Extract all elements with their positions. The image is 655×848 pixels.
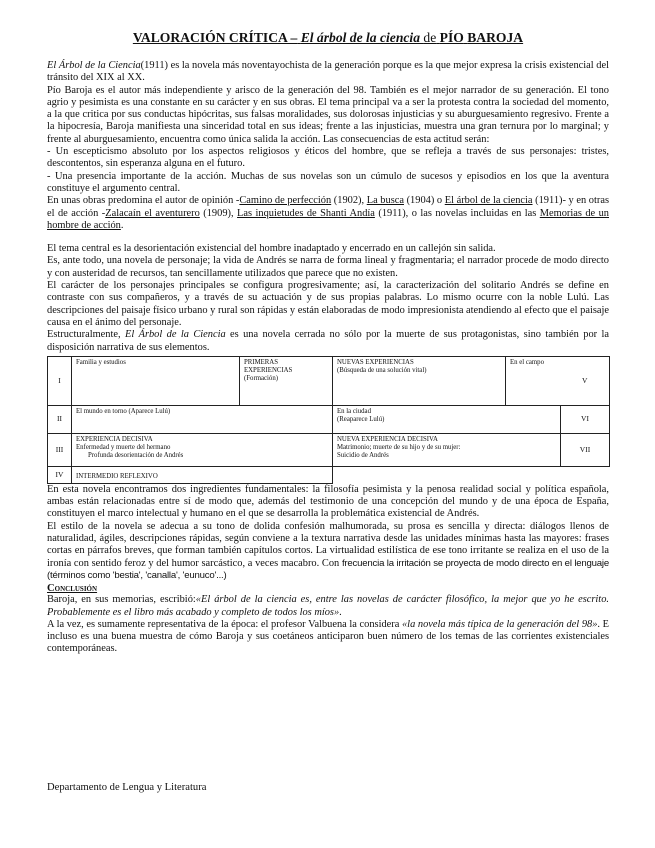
table-cell: El mundo en torno (Aparece Lulú) [72, 405, 333, 433]
title-author-last: BAROJA [467, 30, 524, 45]
table-cell: En el campo [506, 356, 561, 405]
document-page [47, 30, 609, 656]
closing-paragraph-2: El estilo de la novela se adecua a su tono de dolida confesión malhumorada, su prosa es sencilla y directa: diálogos llenos de naturalidad, ágiles, descripciones rápidas, según conviene a la textura narrativa desde las unidades mínimas hasta las mayores: frases cortas en párrafos breves, que forman también capítulos cortos. La virtualidad estilística de ese tono irritante se realiza en el uso de la ironía con sentido feroz y del humor sarcástico, a veces macabro. Con frecuencia la irritación se proyecta de modo directo en el lenguaje (términos como 'bestia', 'canalla', 'eunuco'...) [47, 520, 609, 581]
consequence-bullet-2: - Una presencia importante de la acción. Muchas de sus novelas son un cúmulo de sucesos y episodios en los que la aventura constituye el argumento central. [47, 170, 609, 194]
part-number: I [48, 356, 72, 405]
closing-paragraph-1: En esta novela encontramos dos ingredientes fundamentales: la filosofía pesimista y la penosa realidad social y política española, ambas están relacionadas entre sí de modo que, además del testimonio de una concepción del mundo y de una época de España, constituyen el marco intelectual y humano en el que se desarrolla la problemática existencial de Andrés. [47, 483, 609, 520]
footer-department: Departamento de Lengua y Literatura [47, 782, 207, 793]
title-book: El árbol de la ciencia [300, 30, 420, 45]
part-number: II [48, 405, 72, 433]
work-title: Las inquietudes de Shanti Andía [237, 207, 375, 219]
table-cell: NUEVA EXPERIENCIA DECISIVA Matrimonio; muerte de su hijo y de su mujer: Suicidio de Andrés [333, 433, 561, 466]
page-title [47, 30, 609, 46]
quote-italic: «la novela más típica de la generación del 98» [401, 618, 598, 630]
title-author-first: PÍO [439, 30, 464, 45]
analysis-paragraph-3: El carácter de los personajes principales se configura progresivamente; así, la caracterización del solitario Andrés se define en contraste con sus compañeros, y a través de su actuación y de sus propias palabras. Lo mismo ocurre con la noble Lulú. Las descripciones del paisaje físico urbano y rural son rápidas y están elaboradas de modo impresionista atendiendo al efecto que el paisaje causa en el ánimo del personaje. [47, 280, 609, 328]
conclusion-paragraph-2: A la vez, es sumamente representativa de la época: el profesor Valbuena la considera «la novela más típica de la generación del 98». E incluso es una buena muestra de cómo Baroja y sus coetáneos anticiparon buen número de los temas de las corrientes existenciales contemporáneas. [47, 618, 609, 655]
part-number: V [561, 356, 610, 405]
works-paragraph: En unas obras predomina el autor de opinión -Camino de perfección (1902), La busca (1904) o El árbol de la ciencia (1911)- y en otras el de acción -Zalacaín el aventurero (1909), Las inquietudes de Shanti Andía (1911), o las novelas incluidas en las Memorias de un hombre de acción. [47, 195, 609, 231]
conclusion-paragraph-1: Baroja, en sus memorias, escribió:«El árbol de la ciencia es, entre las novelas de carácter filosófico, la mejor que yo he escrito. Probablemente es el libro más acabado y completo de todos los míos». [47, 594, 609, 618]
work-title: Zalacaín el aventurero [105, 207, 200, 219]
quote-italic: «El árbol de la ciencia es, entre las novelas de carácter filosófico, la mejor que yo he escrito. Probablemente es el libro más acabado y completo de todos los míos» [47, 594, 609, 618]
table-cell: Familia y estudios [72, 356, 240, 405]
table-cell: En la ciudad (Reaparece Lulú) [333, 405, 561, 433]
table-row [48, 405, 610, 433]
intro-paragraph-1: El Árbol de la Ciencia(1911) es la novela más noventayochista de la generación porque es la que mejor expresa la crisis existencial del tránsito del XIX al XX. [47, 60, 609, 84]
title-main: VALORACIÓN CRÍTICA – [132, 30, 298, 45]
work-title: La busca [366, 195, 404, 207]
structure-table [47, 356, 610, 484]
table-cell: PRIMERAS EXPERIENCIAS (Formación) [240, 356, 333, 405]
analysis-paragraph-2: Es, ante todo, una novela de personaje; la vida de Andrés se narra de forma lineal y fragmentaria; el narrador procede de modo directo y con austeridad de recursos, tan sencillamente utilizados que parece que no existen. [47, 255, 609, 279]
work-title: Memorias de un hombre de acción [47, 207, 609, 231]
intro-paragraph-2: Pío Baroja es el autor más independiente y arisco de la generación del 98. También es el mejor narrador de su generación. El tono agrio y pesimista es una constante en su carácter y en sus obras. El tema principal va a ser la protesta contra la sociedad del momento, a la que critica por sus conductas hipócritas, sus falsas moralidades, sus dolorosas injusticias y su aburguesamiento regresivo. Frente a la hipocresía, Baroja manifiesta una sinceridad total en sus ideas; frente a las injusticias, muestra una gran ternura por lo marginal; y frente al aburguesamiento, encuentra como única salida la acción. Las consecuencias de esta actitud serán: [47, 84, 609, 145]
title-de: de [423, 30, 437, 45]
part-number: III [48, 433, 72, 466]
analysis-paragraph-4: Estructuralmente, El Árbol de la Ciencia es una novela cerrada no sólo por la muerte de sus protagonistas, sino también por la disposición narrativa de sus elementos. [47, 329, 609, 353]
table-row [48, 356, 610, 405]
book-title-italic: El Árbol de la Ciencia [124, 329, 226, 341]
part-number: VII [561, 433, 610, 466]
table-cell: NUEVAS EXPERIENCIAS (Búsqueda de una solución vital) [333, 356, 506, 405]
table-row [48, 466, 610, 483]
part-number: VI [561, 405, 610, 433]
analysis-paragraph-1: El tema central es la desorientación existencial del hombre inadaptado y encerrado en un callejón sin salida. [47, 243, 496, 255]
work-title: Camino de perfección [239, 195, 332, 207]
table-row [48, 433, 610, 466]
book-title-italic: El Árbol de la Ciencia [47, 60, 141, 71]
table-cell: EXPERIENCIA DECISIVA Enfermedad y muerte del hermano Profunda desorientación de Andrés [72, 433, 333, 466]
work-title: El árbol de la ciencia [444, 195, 533, 207]
conclusion-heading: Conclusión [47, 583, 98, 595]
table-cell: INTERMEDIO REFLEXIVO [72, 466, 333, 483]
part-number: IV [48, 466, 72, 483]
consequence-bullet-1: - Un escepticismo absoluto por los aspectos religiosos y éticos del hombre, que se refleja a través de sus personajes: tristes, descontentos, sin esperanza alguna en el futuro. [47, 146, 609, 170]
